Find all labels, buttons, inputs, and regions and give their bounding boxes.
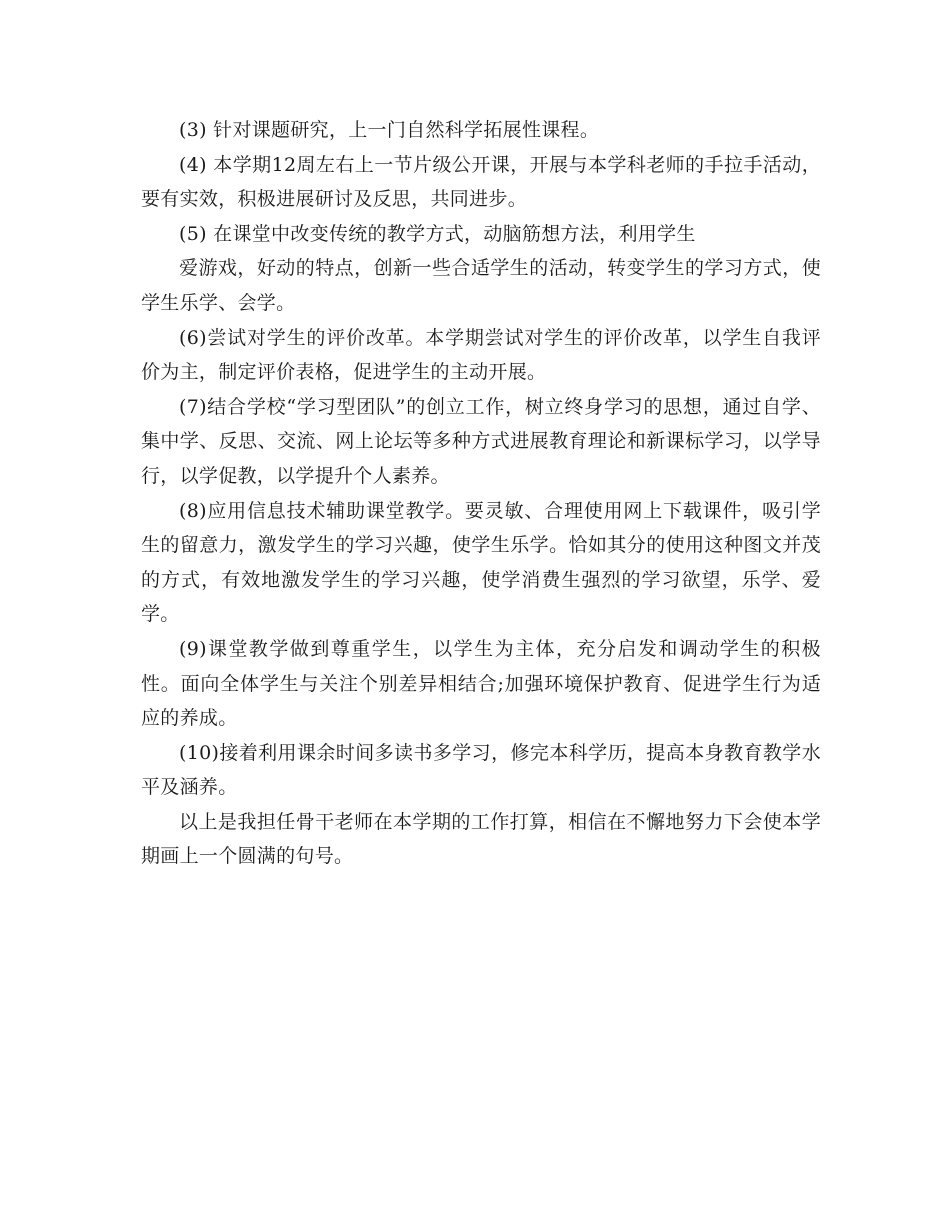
paragraph-item-5-continued: 爱游戏，好动的特点，创新一些合适学生的活动，转变学生的学习方式，使学生乐学、会学。 bbox=[141, 257, 821, 314]
paragraph-item-10: (10)接着利用课余时间多读书多学习，修完本科学历，提高本身教育教学水平及涵养。 bbox=[141, 741, 821, 799]
paragraph-item-9: (9)课堂教学做到尊重学生，以学生为主体，充分启发和调动学生的积极性。面向全体学生与关注个别差异相结合;加强环境保护教育、促进学生行为适应的养成。 bbox=[141, 637, 821, 730]
paragraph-conclusion: 以上是我担任骨干老师在本学期的工作打算，相信在不懈地努力下会使本学期画上一个圆满的句号。 bbox=[141, 810, 821, 868]
paragraph-item-5-first-line: (5) 在课堂中改变传统的教学方式，动脑筋想方法，利用学生 bbox=[179, 222, 696, 245]
paragraph-item-6: (6)尝试对学生的评价改革。本学期尝试对学生的评价改革，以学生自我评价为主，制定评价表格，促进学生的主动开展。 bbox=[141, 326, 821, 384]
paragraph-item-4: (4) 本学期12周左右上一节片级公开课，开展与本学科老师的手拉手活动，要有实效，积极进展研讨及反思，共同进步。 bbox=[141, 153, 821, 211]
paragraph-item-8: (8)应用信息技术辅助课堂教学。要灵敏、合理使用网上下载课件，吸引学生的留意力，激发学生的学习兴趣，使学生乐学。恰如其分的使用这种图文并茂的方式，有效地激发学生的学习兴趣，使学消费生强烈的学习欲望，乐学、爱学。 bbox=[141, 499, 821, 626]
document-body bbox=[141, 113, 821, 874]
paragraph-item-3: (3) 针对课题研究，上一门自然科学拓展性课程。 bbox=[179, 119, 600, 141]
paragraph-item-7: (7)结合学校“学习型团队”的创立工作，树立终身学习的思想，通过自学、集中学、反思、交流、网上论坛等多种方式进展教育理论和新课标学习，以学导行，以学促教，以学提升个人素养。 bbox=[141, 395, 821, 487]
